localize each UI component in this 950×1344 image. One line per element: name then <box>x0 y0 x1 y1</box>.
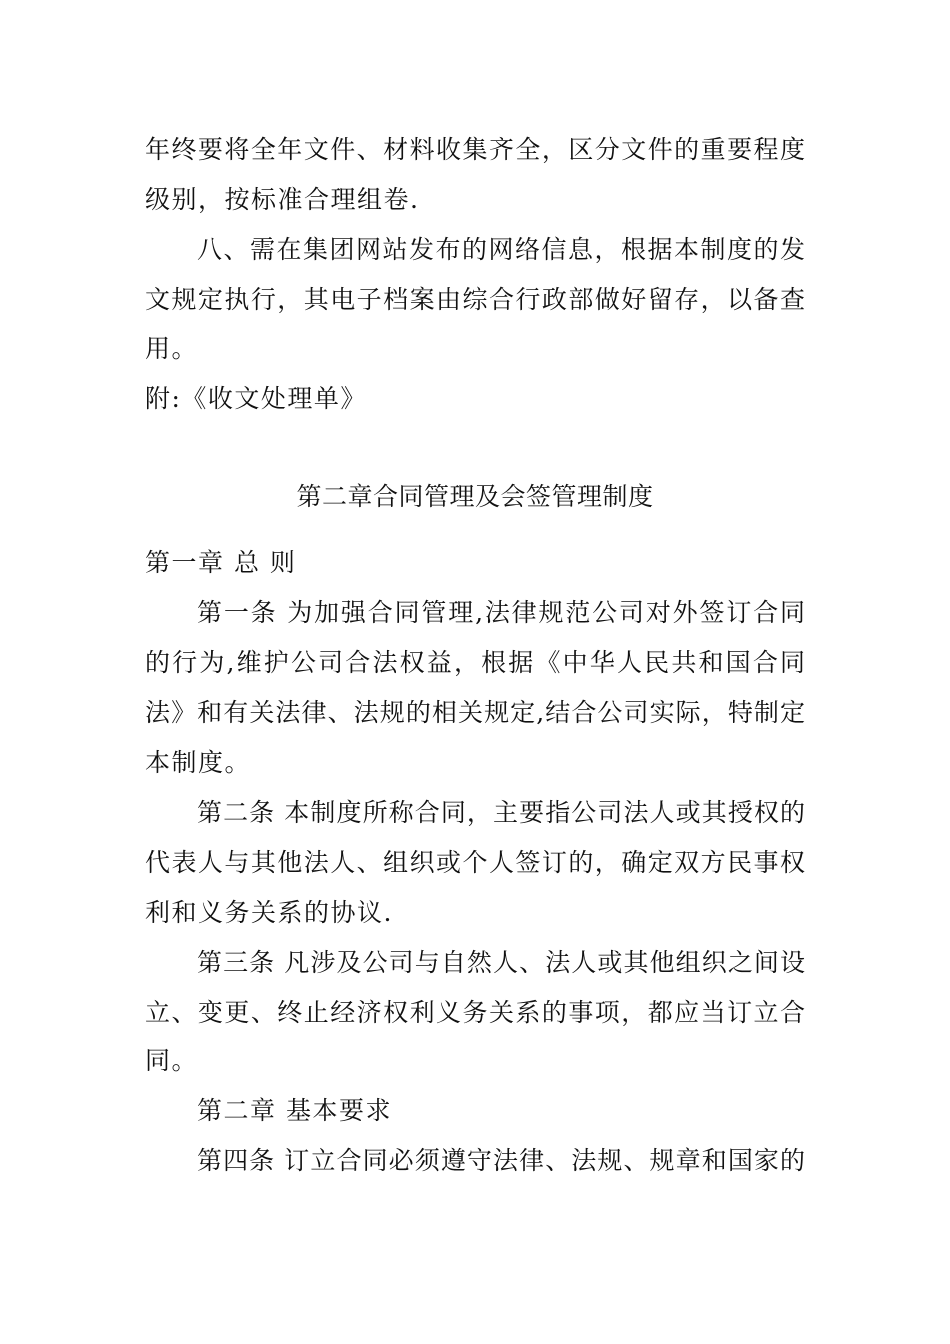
text-line: 的行为,维护公司合法权益，根据《中华人民共和国合同 <box>145 648 805 677</box>
article-2: 第二条 本制度所称合同，主要指公司法人或其授权的 <box>197 798 805 827</box>
text-line: 年终要将全年文件、材料收集齐全，区分文件的重要程度 <box>145 135 805 164</box>
section-heading: 第二章 基本要求 <box>197 1096 392 1125</box>
article-3: 第三条 凡涉及公司与自然人、法人或其他组织之间设 <box>197 948 805 977</box>
text-line: 立、变更、终止经济权利义务关系的事项，都应当订立合 <box>145 998 805 1027</box>
text-line: 法》和有关法律、法规的相关规定,结合公司实际，特制定 <box>145 698 805 727</box>
section-heading: 第一章 总 则 <box>145 548 297 577</box>
paragraph-item-8: 八、需在集团网站发布的网络信息，根据本制度的发 <box>197 235 805 264</box>
text-line: 利和义务关系的协议. <box>145 898 393 927</box>
text-line: 级别，按标准合理组卷. <box>145 185 420 214</box>
text-line: 用。 <box>145 334 199 363</box>
text-line: 文规定执行，其电子档案由综合行政部做好留存，以备查 <box>145 285 805 314</box>
chapter-title: 第二章合同管理及会签管理制度 <box>296 482 654 511</box>
text-line: 代表人与其他法人、组织或个人签订的，确定双方民事权 <box>145 848 805 877</box>
attachment-note: 附:《收文处理单》 <box>145 384 367 413</box>
article-4: 第四条 订立合同必须遵守法律、法规、规章和国家的 <box>197 1146 805 1175</box>
article-1: 第一条 为加强合同管理,法律规范公司对外签订合同 <box>197 598 805 627</box>
text-line: 同。 <box>145 1046 199 1075</box>
text-line: 本制度。 <box>145 748 252 777</box>
